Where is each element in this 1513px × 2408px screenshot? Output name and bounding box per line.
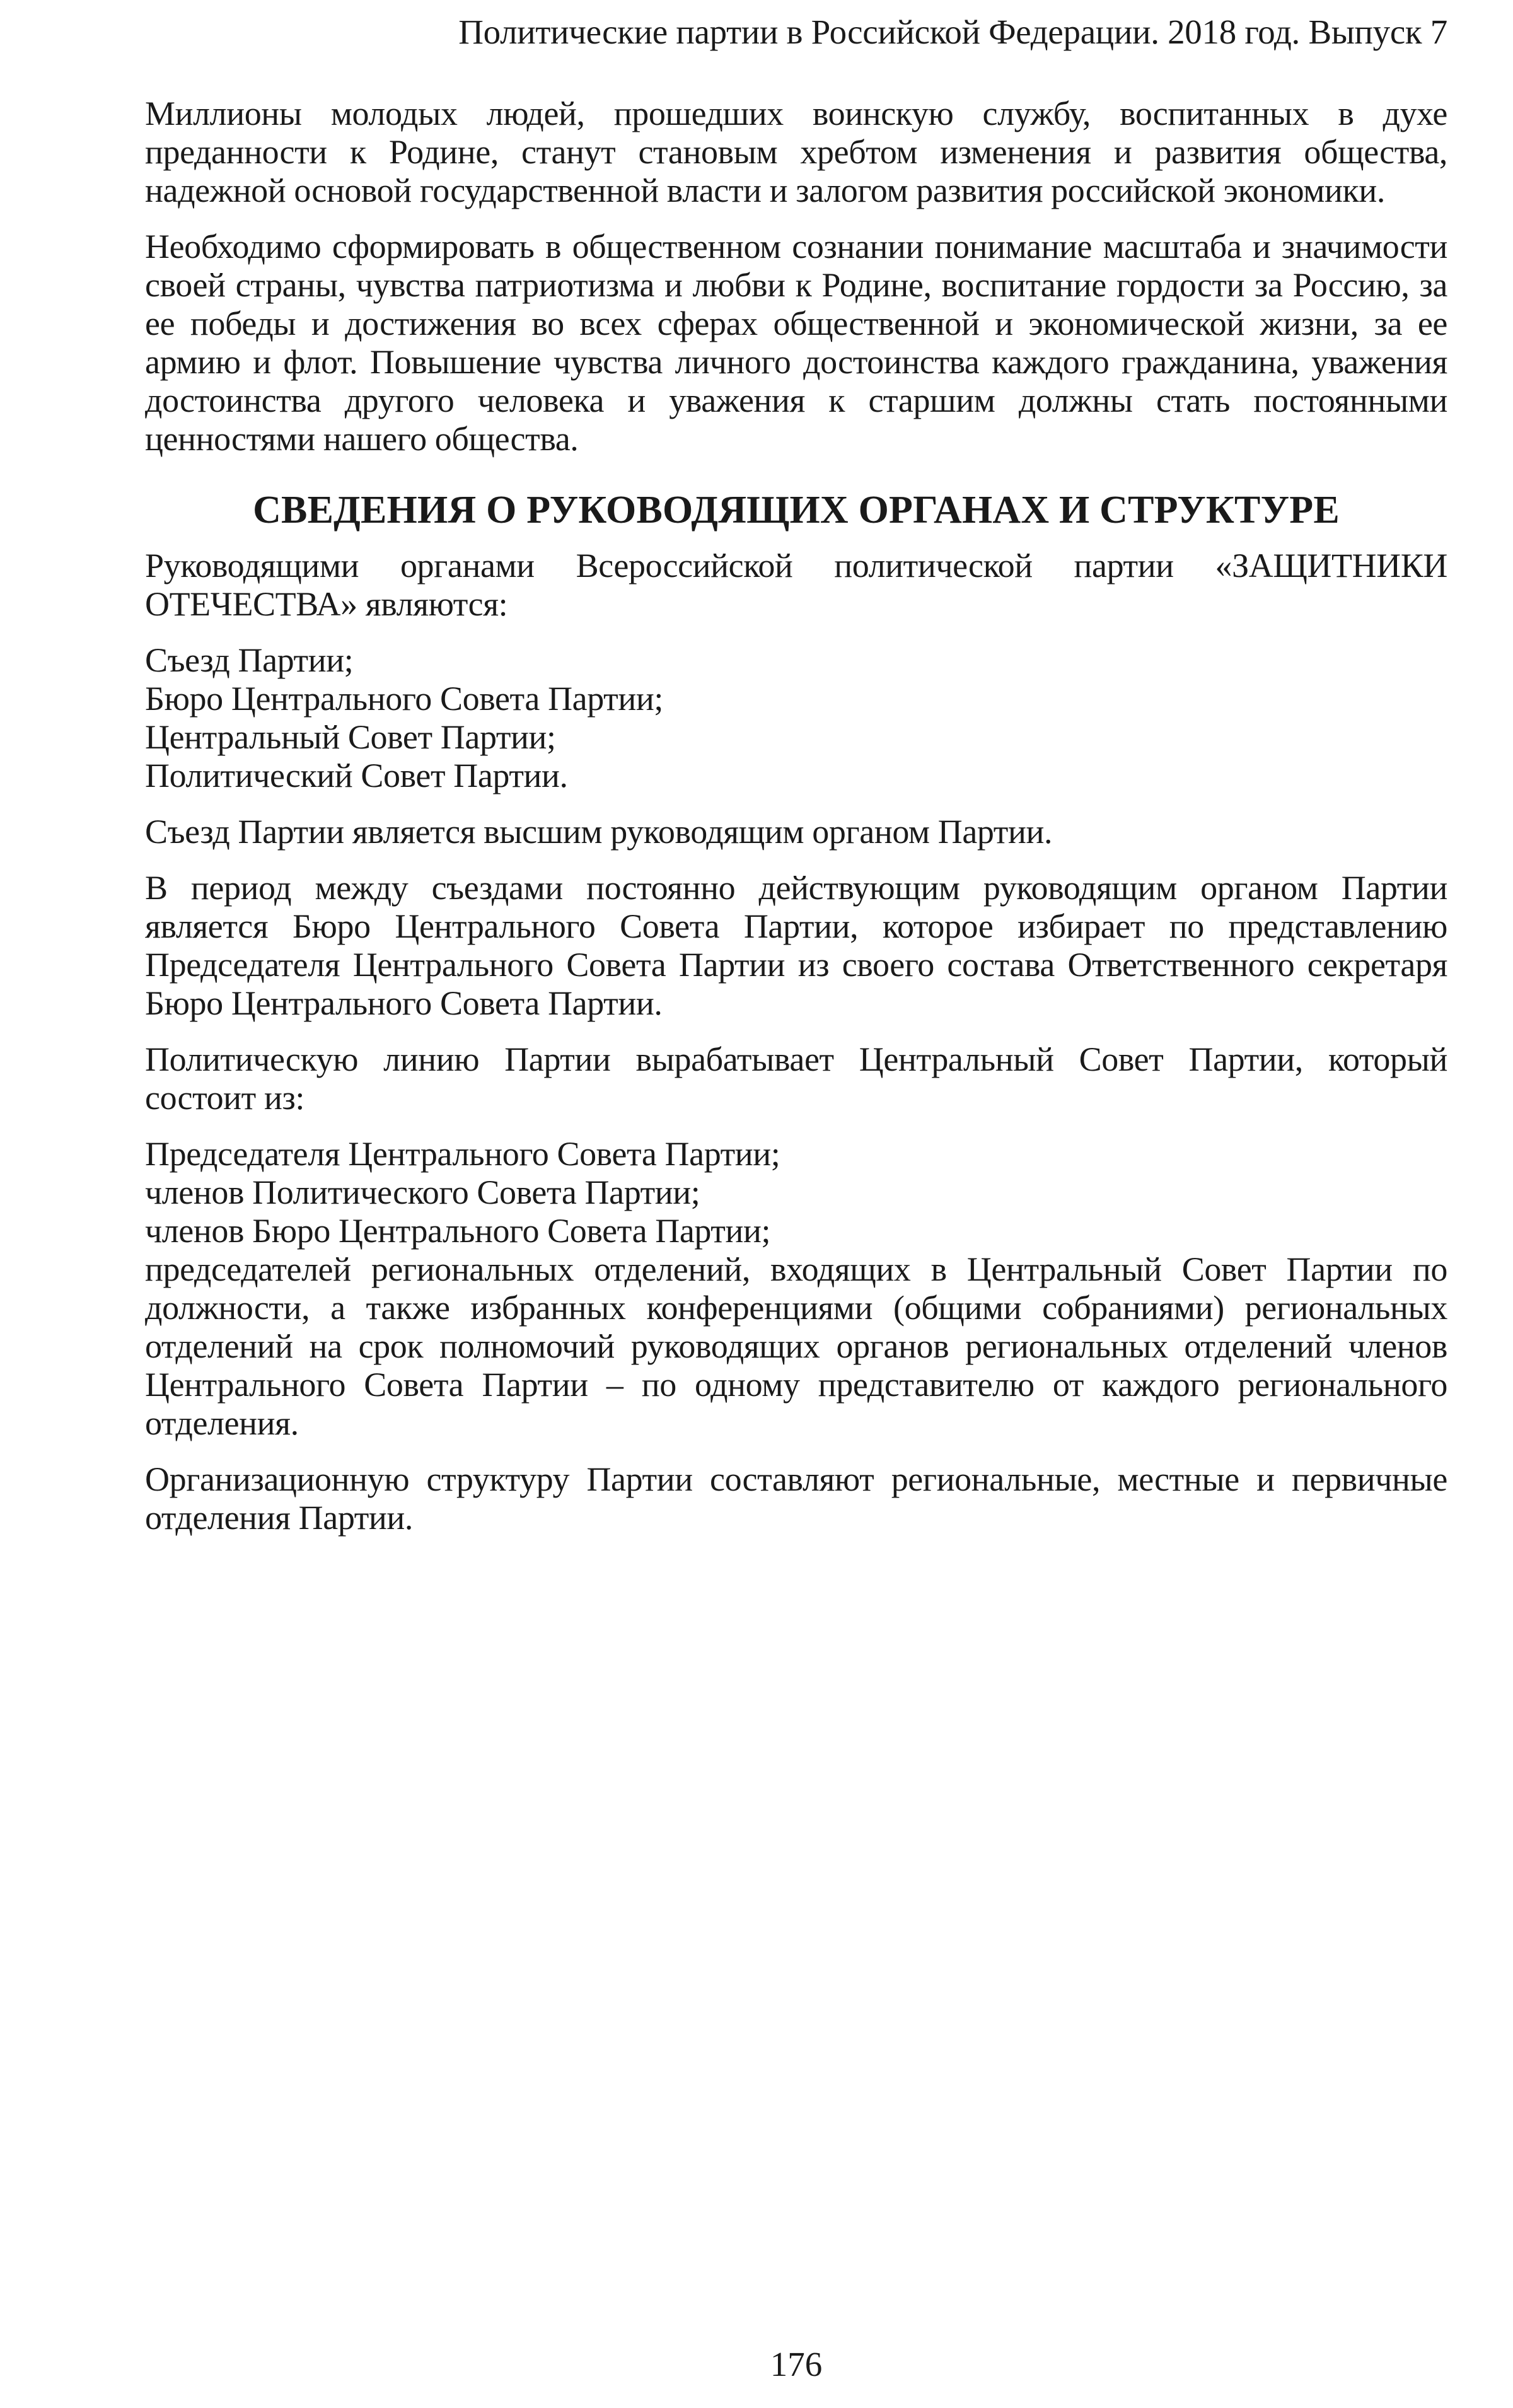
governing-bodies-list xyxy=(145,641,1447,795)
central-council-list xyxy=(145,1135,1447,1250)
page-content xyxy=(145,95,1447,1555)
paragraph-structure: Организационную структуру Партии составляют региональные, местные и первичные отделения Партии. xyxy=(145,1460,1447,1537)
paragraph-patriotism: Необходимо сформировать в общественном сознании понимание масштаба и значимости своей страны, чувства патриотизма и любви к Родине, воспитание гордости за Россию, за ее победы и достижения во всех сферах общественной и экономической жизни, за ее армию и флот. Повышение чувства личного достоинства каждого гражданина, уважения достоинства другого человека и уважения к старшим должны стать постоянными ценностями нашего общества. xyxy=(145,228,1447,458)
paragraph-young-people: Миллионы молодых людей, прошедших воинскую службу, воспитанных в духе преданности к Родине, станут становым хребтом изменения и развития общества, надежной основой государственной власти и залогом развития российской экономики. xyxy=(145,95,1447,209)
section-heading: СВЕДЕНИЯ О РУКОВОДЯЩИХ ОРГАНАХ И СТРУКТУРЕ xyxy=(253,489,1340,532)
paragraph-congress: Съезд Партии является высшим руководящим органом Партии. xyxy=(145,813,1053,851)
running-header: Политические партии в Российской Федерации. 2018 год. Выпуск 7 xyxy=(458,13,1447,51)
paragraph-bureau: В период между съездами постоянно действующим руководящим органом Партии является Бюро Центрального Совета Партии, которое избирает по представлению Председателя Центрального Совета Партии из своего состава Ответственного секретаря Бюро Центрального Совета Партии. xyxy=(145,869,1447,1022)
list-item: Политический Совет Партии. xyxy=(145,757,568,794)
list-item: Центральный Совет Партии; xyxy=(145,718,556,756)
document-page xyxy=(145,0,1447,2408)
list-item: членов Бюро Центрального Совета Партии; xyxy=(145,1212,771,1250)
paragraph-governing-bodies-intro: Руководящими органами Всероссийской политической партии «ЗАЩИТНИКИ ОТЕЧЕСТВА» являются: xyxy=(145,547,1447,623)
list-item: Съезд Партии; xyxy=(145,641,354,679)
central-council-list-last-item: председателей региональных отделений, входящих в Центральный Совет Партии по должности, а также избранных конференциями (общими собраниями) региональных отделений на срок полномочий руководящих органов региональных отделений членов Центрального Совета Партии – по одному представителю от каждого регионального отделения. xyxy=(145,1250,1447,1442)
list-item: членов Политического Совета Партии; xyxy=(145,1173,700,1211)
list-item: Председателя Центрального Совета Партии; xyxy=(145,1135,780,1173)
list-item: Бюро Центрального Совета Партии; xyxy=(145,680,663,718)
page-number: 176 xyxy=(770,2345,823,2383)
paragraph-central-council: Политическую линию Партии вырабатывает Центральный Совет Партии, который состоит из: xyxy=(145,1040,1447,1117)
